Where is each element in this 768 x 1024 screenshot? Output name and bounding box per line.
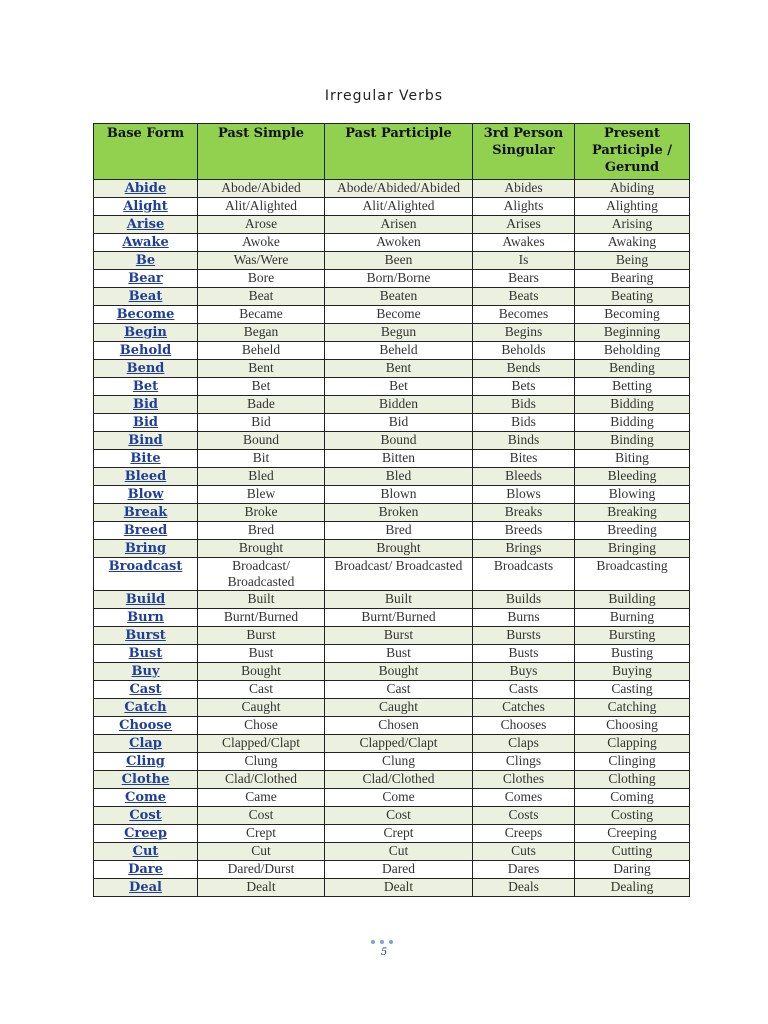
cell-past-participle: Born/Borne	[325, 270, 473, 288]
cell-past-simple: Came	[198, 789, 325, 807]
cell-base-form	[94, 288, 198, 306]
verb-link[interactable]: Bite	[130, 451, 161, 466]
cell-third-person: Creeps	[473, 825, 575, 843]
cell-third-person: Begins	[473, 324, 575, 342]
cell-present-participle: Blowing	[575, 486, 690, 504]
table-row	[94, 486, 690, 504]
table-row	[94, 432, 690, 450]
cell-past-participle: Bent	[325, 360, 473, 378]
page-number: 5	[380, 947, 388, 958]
cell-base-form	[94, 861, 198, 879]
verb-link[interactable]: Bear	[128, 271, 163, 286]
table-row	[94, 843, 690, 861]
cell-present-participle: Broadcasting	[575, 558, 690, 591]
cell-base-form	[94, 843, 198, 861]
cell-past-participle: Bet	[325, 378, 473, 396]
cell-third-person: Cuts	[473, 843, 575, 861]
cell-past-participle: Clad/Clothed	[325, 771, 473, 789]
cell-past-simple: Blew	[198, 486, 325, 504]
cell-third-person: Claps	[473, 735, 575, 753]
cell-past-participle: Dared	[325, 861, 473, 879]
cell-past-simple: Clapped/Clapt	[198, 735, 325, 753]
cell-past-participle: Bound	[325, 432, 473, 450]
cell-base-form	[94, 486, 198, 504]
table-row	[94, 342, 690, 360]
dot-icon	[371, 940, 375, 944]
cell-third-person: Blows	[473, 486, 575, 504]
cell-third-person: Breaks	[473, 504, 575, 522]
verb-link[interactable]: Beat	[128, 289, 163, 304]
table-row	[94, 558, 690, 591]
table-row	[94, 627, 690, 645]
cell-third-person: Clothes	[473, 771, 575, 789]
cell-past-participle: Abode/Abided/Abided	[325, 180, 473, 198]
table-row	[94, 216, 690, 234]
verb-link[interactable]: Clap	[129, 736, 162, 751]
cell-base-form	[94, 771, 198, 789]
cell-base-form	[94, 270, 198, 288]
cell-base-form	[94, 663, 198, 681]
cell-third-person: Breeds	[473, 522, 575, 540]
table-row	[94, 753, 690, 771]
cell-past-simple: Broadcast/ Broadcasted	[198, 558, 325, 591]
cell-present-participle: Creeping	[575, 825, 690, 843]
cell-third-person: Abides	[473, 180, 575, 198]
table-row	[94, 609, 690, 627]
cell-past-simple: Cost	[198, 807, 325, 825]
table-row	[94, 468, 690, 486]
cell-base-form	[94, 360, 198, 378]
cell-present-participle: Bidding	[575, 414, 690, 432]
cell-base-form	[94, 198, 198, 216]
cell-past-simple: Awoke	[198, 234, 325, 252]
cell-present-participle: Beholding	[575, 342, 690, 360]
verb-link[interactable]: Behold	[119, 343, 172, 358]
cell-past-simple: Abode/Abided	[198, 180, 325, 198]
cell-third-person: Is	[473, 252, 575, 270]
cell-base-form	[94, 699, 198, 717]
verb-link[interactable]: Breed	[123, 523, 168, 538]
verb-link[interactable]: Bind	[128, 433, 163, 448]
cell-third-person: Costs	[473, 807, 575, 825]
verb-link[interactable]: Bust	[128, 646, 163, 661]
cell-third-person: Broadcasts	[473, 558, 575, 591]
cell-past-simple: Beheld	[198, 342, 325, 360]
cell-base-form	[94, 180, 198, 198]
cell-past-simple: Brought	[198, 540, 325, 558]
cell-base-form	[94, 450, 198, 468]
cell-present-participle: Beating	[575, 288, 690, 306]
verb-link[interactable]: Bleed	[124, 469, 167, 484]
cell-base-form	[94, 558, 198, 591]
cell-third-person: Beholds	[473, 342, 575, 360]
cell-past-participle: Clung	[325, 753, 473, 771]
table-row	[94, 825, 690, 843]
cell-past-simple: Bid	[198, 414, 325, 432]
table-row	[94, 306, 690, 324]
page-dots-ornament	[371, 940, 393, 944]
cell-present-participle: Buying	[575, 663, 690, 681]
header-past-simple: Past Simple	[198, 124, 325, 180]
cell-present-participle: Coming	[575, 789, 690, 807]
cell-third-person: Comes	[473, 789, 575, 807]
cell-base-form	[94, 627, 198, 645]
cell-present-participle: Bringing	[575, 540, 690, 558]
table-row	[94, 663, 690, 681]
table-header	[94, 124, 690, 180]
verb-link[interactable]: Bet	[132, 379, 159, 394]
table-row	[94, 771, 690, 789]
cell-past-participle: Chosen	[325, 717, 473, 735]
verb-link[interactable]: Dare	[128, 862, 163, 877]
cell-present-participle: Daring	[575, 861, 690, 879]
verb-link[interactable]: Clothe	[121, 772, 170, 787]
cell-present-participle: Casting	[575, 681, 690, 699]
cell-present-participle: Costing	[575, 807, 690, 825]
cell-past-participle: Burnt/Burned	[325, 609, 473, 627]
cell-past-simple: Was/Were	[198, 252, 325, 270]
verb-link[interactable]: Bring	[124, 541, 167, 556]
cell-base-form	[94, 609, 198, 627]
cell-past-simple: Alit/Alighted	[198, 198, 325, 216]
cell-present-participle: Awaking	[575, 234, 690, 252]
cell-present-participle: Breaking	[575, 504, 690, 522]
cell-base-form	[94, 468, 198, 486]
table-row	[94, 591, 690, 609]
cell-base-form	[94, 645, 198, 663]
cell-present-participle: Breeding	[575, 522, 690, 540]
verb-link[interactable]: Cling	[126, 754, 165, 769]
cell-past-participle: Bought	[325, 663, 473, 681]
header-3rd-person-singular: 3rd Person Singular	[473, 124, 575, 180]
cell-third-person: Burns	[473, 609, 575, 627]
cell-past-simple: Bent	[198, 360, 325, 378]
cell-past-participle: Beheld	[325, 342, 473, 360]
verb-link[interactable]: Become	[116, 307, 175, 322]
cell-past-participle: Cut	[325, 843, 473, 861]
cell-past-simple: Caught	[198, 699, 325, 717]
table-row	[94, 789, 690, 807]
cell-base-form	[94, 540, 198, 558]
cell-third-person: Bites	[473, 450, 575, 468]
cell-past-simple: Arose	[198, 216, 325, 234]
cell-present-participle: Clapping	[575, 735, 690, 753]
cell-past-simple: Chose	[198, 717, 325, 735]
table-row	[94, 504, 690, 522]
cell-third-person: Bids	[473, 414, 575, 432]
table-row	[94, 396, 690, 414]
cell-past-simple: Broke	[198, 504, 325, 522]
table-row	[94, 645, 690, 663]
verb-link[interactable]: Catch	[124, 700, 167, 715]
cell-past-participle: Bred	[325, 522, 473, 540]
cell-third-person: Becomes	[473, 306, 575, 324]
cell-past-simple: Bled	[198, 468, 325, 486]
cell-base-form	[94, 378, 198, 396]
cell-present-participle: Busting	[575, 645, 690, 663]
cell-base-form	[94, 717, 198, 735]
cell-base-form	[94, 807, 198, 825]
table-row	[94, 735, 690, 753]
cell-third-person: Builds	[473, 591, 575, 609]
cell-present-participle: Clinging	[575, 753, 690, 771]
cell-past-simple: Bound	[198, 432, 325, 450]
table-row	[94, 861, 690, 879]
cell-past-participle: Bitten	[325, 450, 473, 468]
cell-third-person: Dares	[473, 861, 575, 879]
cell-base-form	[94, 342, 198, 360]
cell-third-person: Casts	[473, 681, 575, 699]
table-row	[94, 360, 690, 378]
cell-base-form	[94, 234, 198, 252]
dot-icon	[389, 940, 393, 944]
cell-base-form	[94, 522, 198, 540]
cell-present-participle: Choosing	[575, 717, 690, 735]
verb-link[interactable]: Build	[125, 592, 166, 607]
cell-present-participle: Becoming	[575, 306, 690, 324]
cell-past-participle: Built	[325, 591, 473, 609]
cell-past-participle: Caught	[325, 699, 473, 717]
cell-past-participle: Come	[325, 789, 473, 807]
verb-link[interactable]: Buy	[131, 664, 160, 679]
table-row	[94, 288, 690, 306]
cell-present-participle: Catching	[575, 699, 690, 717]
cell-past-participle: Clapped/Clapt	[325, 735, 473, 753]
cell-present-participle: Bearing	[575, 270, 690, 288]
cell-past-simple: Dealt	[198, 879, 325, 897]
cell-present-participle: Abiding	[575, 180, 690, 198]
table-row	[94, 324, 690, 342]
verb-link[interactable]: Awake	[122, 235, 169, 250]
table-row	[94, 180, 690, 198]
cell-past-participle: Bidden	[325, 396, 473, 414]
cell-present-participle: Burning	[575, 609, 690, 627]
cell-present-participle: Betting	[575, 378, 690, 396]
cell-past-simple: Began	[198, 324, 325, 342]
verb-link[interactable]: Break	[123, 505, 168, 520]
cell-third-person: Bursts	[473, 627, 575, 645]
cell-present-participle: Bending	[575, 360, 690, 378]
verb-link[interactable]: Broadcast	[108, 559, 183, 574]
cell-third-person: Bends	[473, 360, 575, 378]
cell-present-participle: Clothing	[575, 771, 690, 789]
cell-third-person: Bears	[473, 270, 575, 288]
cell-past-simple: Crept	[198, 825, 325, 843]
verb-link[interactable]: Alight	[123, 199, 168, 214]
cell-base-form	[94, 414, 198, 432]
cell-third-person: Busts	[473, 645, 575, 663]
cell-base-form	[94, 216, 198, 234]
cell-past-participle: Arisen	[325, 216, 473, 234]
cell-present-participle: Being	[575, 252, 690, 270]
cell-past-simple: Burnt/Burned	[198, 609, 325, 627]
cell-past-participle: Been	[325, 252, 473, 270]
cell-third-person: Bleeds	[473, 468, 575, 486]
verb-link[interactable]: Bid	[132, 397, 159, 412]
header-present-participle: Present Participle / Gerund	[575, 124, 690, 180]
header-row	[94, 124, 690, 180]
cell-base-form	[94, 432, 198, 450]
irregular-verbs-table	[93, 123, 690, 897]
cell-past-participle: Bled	[325, 468, 473, 486]
cell-base-form	[94, 324, 198, 342]
cell-third-person: Catches	[473, 699, 575, 717]
table-row	[94, 699, 690, 717]
cell-past-participle: Broadcast/ Broadcasted	[325, 558, 473, 591]
verb-link[interactable]: Burst	[125, 628, 166, 643]
table-row	[94, 879, 690, 897]
cell-base-form	[94, 252, 198, 270]
table-row	[94, 198, 690, 216]
cell-third-person: Brings	[473, 540, 575, 558]
cell-third-person: Chooses	[473, 717, 575, 735]
cell-past-simple: Bore	[198, 270, 325, 288]
cell-present-participle: Beginning	[575, 324, 690, 342]
cell-base-form	[94, 396, 198, 414]
table-row	[94, 450, 690, 468]
cell-past-participle: Broken	[325, 504, 473, 522]
header-past-participle: Past Participle	[325, 124, 473, 180]
cell-past-simple: Clung	[198, 753, 325, 771]
cell-past-simple: Bust	[198, 645, 325, 663]
cell-past-participle: Bust	[325, 645, 473, 663]
cell-past-simple: Bought	[198, 663, 325, 681]
cell-present-participle: Bursting	[575, 627, 690, 645]
verb-link[interactable]: Burn	[127, 610, 164, 625]
cell-third-person: Arises	[473, 216, 575, 234]
table-row	[94, 234, 690, 252]
cell-past-simple: Bit	[198, 450, 325, 468]
verb-link[interactable]: Creep	[124, 826, 167, 841]
table-row	[94, 414, 690, 432]
cell-past-simple: Bred	[198, 522, 325, 540]
cell-past-participle: Become	[325, 306, 473, 324]
cell-present-participle: Arising	[575, 216, 690, 234]
cell-past-participle: Crept	[325, 825, 473, 843]
table-row	[94, 522, 690, 540]
cell-present-participle: Binding	[575, 432, 690, 450]
cell-past-simple: Bet	[198, 378, 325, 396]
cell-past-participle: Begun	[325, 324, 473, 342]
verb-link[interactable]: Abide	[124, 181, 167, 196]
table-row	[94, 378, 690, 396]
verb-link[interactable]: Cost	[129, 808, 162, 823]
verb-link[interactable]: Arise	[126, 217, 165, 232]
cell-past-participle: Dealt	[325, 879, 473, 897]
cell-present-participle: Building	[575, 591, 690, 609]
cell-past-simple: Clad/Clothed	[198, 771, 325, 789]
verb-link[interactable]: Deal	[129, 880, 162, 895]
cell-present-participle: Biting	[575, 450, 690, 468]
cell-third-person: Bids	[473, 396, 575, 414]
cell-base-form	[94, 306, 198, 324]
cell-past-participle: Brought	[325, 540, 473, 558]
verb-link[interactable]: Be	[135, 253, 156, 268]
cell-base-form	[94, 825, 198, 843]
verb-link[interactable]: Bend	[126, 361, 165, 376]
table-body	[94, 180, 690, 897]
cell-base-form	[94, 504, 198, 522]
cell-past-participle: Blown	[325, 486, 473, 504]
table-row	[94, 807, 690, 825]
verb-link[interactable]: Choose	[119, 718, 172, 733]
table-row	[94, 270, 690, 288]
cell-third-person: Bets	[473, 378, 575, 396]
verb-link[interactable]: Come	[124, 790, 167, 805]
cell-third-person: Alights	[473, 198, 575, 216]
cell-past-simple: Cast	[198, 681, 325, 699]
cell-base-form	[94, 591, 198, 609]
cell-base-form	[94, 789, 198, 807]
verb-link[interactable]: Cut	[132, 844, 159, 859]
document-title: Irregular Verbs	[324, 88, 444, 104]
cell-past-participle: Bid	[325, 414, 473, 432]
cell-third-person: Clings	[473, 753, 575, 771]
cell-base-form	[94, 681, 198, 699]
cell-past-participle: Cost	[325, 807, 473, 825]
cell-present-participle: Alighting	[575, 198, 690, 216]
verb-link[interactable]: Cast	[129, 682, 162, 697]
cell-base-form	[94, 879, 198, 897]
cell-third-person: Binds	[473, 432, 575, 450]
cell-past-participle: Alit/Alighted	[325, 198, 473, 216]
cell-present-participle: Bidding	[575, 396, 690, 414]
cell-past-simple: Bade	[198, 396, 325, 414]
cell-base-form	[94, 753, 198, 771]
cell-present-participle: Dealing	[575, 879, 690, 897]
table-row	[94, 681, 690, 699]
cell-past-simple: Burst	[198, 627, 325, 645]
cell-past-simple: Dared/Durst	[198, 861, 325, 879]
cell-past-participle: Cast	[325, 681, 473, 699]
cell-past-simple: Built	[198, 591, 325, 609]
verb-link[interactable]: Blow	[127, 487, 164, 502]
cell-third-person: Beats	[473, 288, 575, 306]
cell-present-participle: Bleeding	[575, 468, 690, 486]
table-row	[94, 540, 690, 558]
header-base-form: Base Form	[94, 124, 198, 180]
verb-link[interactable]: Bid	[132, 415, 159, 430]
cell-past-participle: Burst	[325, 627, 473, 645]
cell-past-participle: Beaten	[325, 288, 473, 306]
verb-link[interactable]: Begin	[124, 325, 167, 340]
cell-third-person: Awakes	[473, 234, 575, 252]
cell-past-participle: Awoken	[325, 234, 473, 252]
cell-past-simple: Beat	[198, 288, 325, 306]
table-row	[94, 717, 690, 735]
dot-icon	[380, 940, 384, 944]
cell-past-simple: Cut	[198, 843, 325, 861]
cell-past-simple: Became	[198, 306, 325, 324]
cell-base-form	[94, 735, 198, 753]
cell-third-person: Buys	[473, 663, 575, 681]
table-row	[94, 252, 690, 270]
cell-third-person: Deals	[473, 879, 575, 897]
cell-present-participle: Cutting	[575, 843, 690, 861]
